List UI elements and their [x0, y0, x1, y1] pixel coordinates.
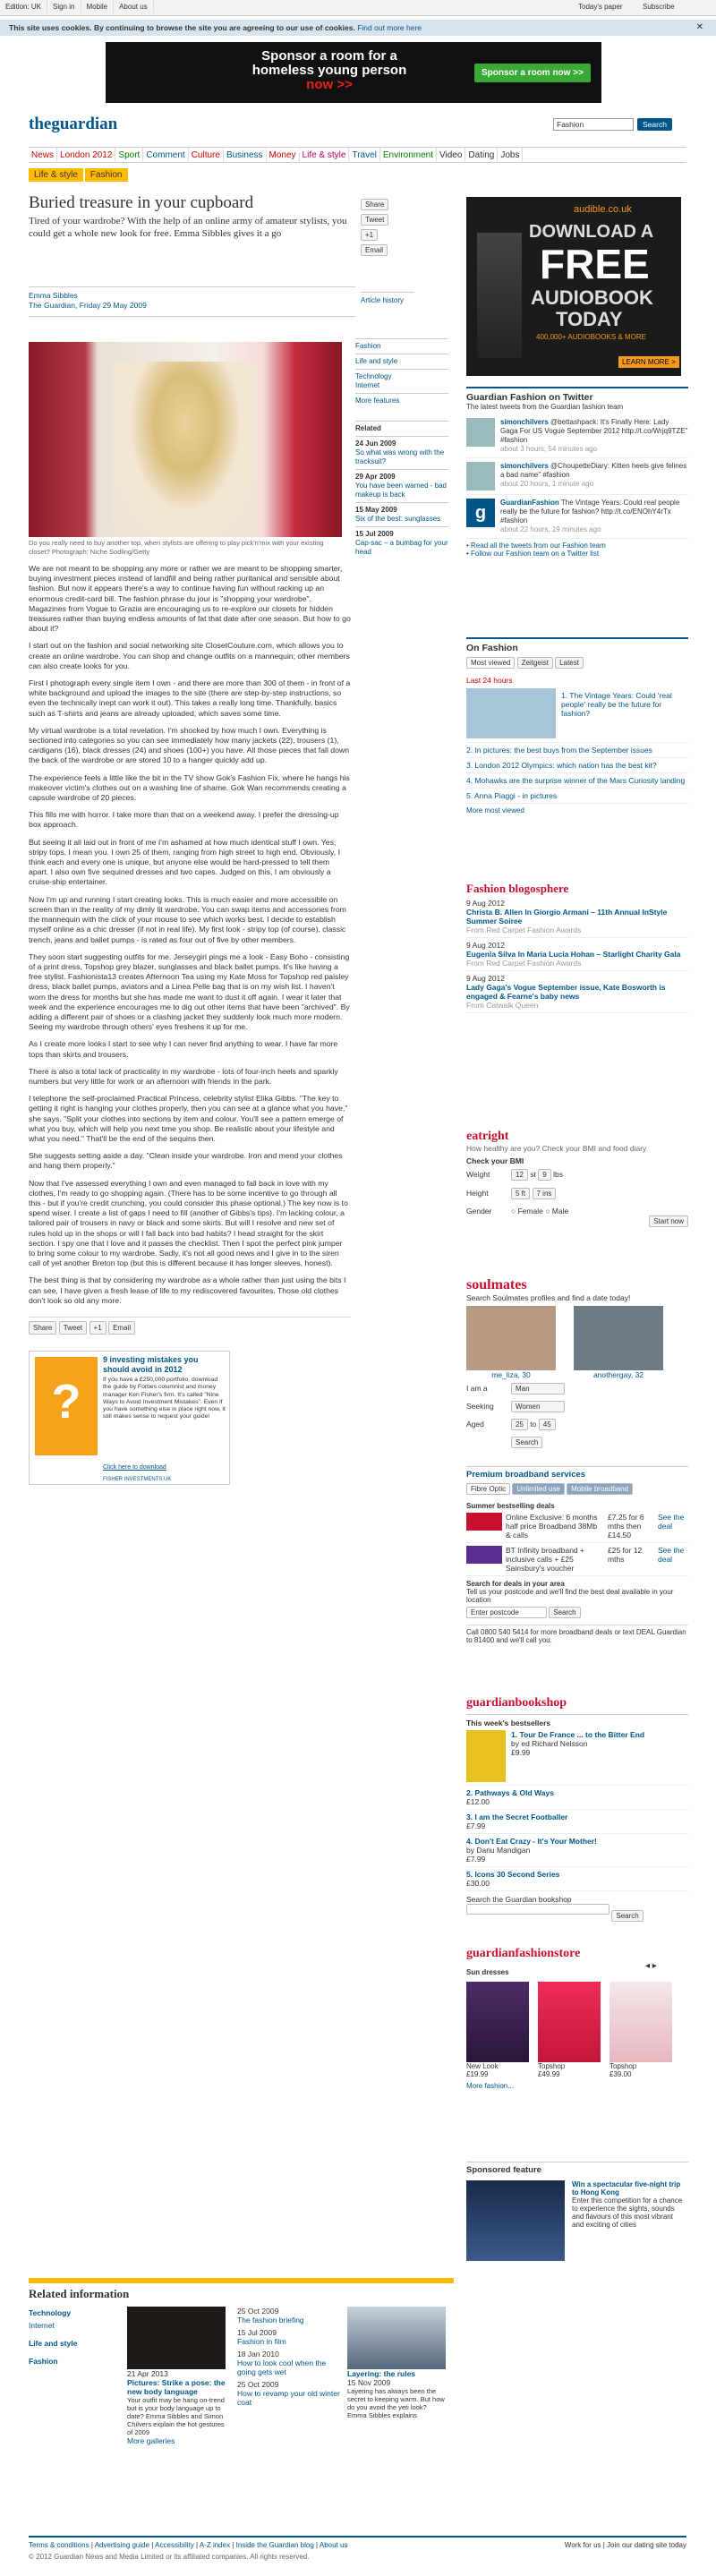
sponsored-title[interactable]: Win a spectacular five-night trip to Hong Kong: [572, 2180, 681, 2196]
avatar: [466, 418, 495, 447]
tab-most-viewed[interactable]: Most viewed: [466, 657, 515, 669]
dress-image[interactable]: [538, 1982, 601, 2062]
tweet-text: @bettashpack: It's Finally Here: Lady Gaga For US Vogue September 2012 http://t.co/Wrjq9TZE" #fashion: [500, 418, 688, 444]
cookie-text: This site uses cookies. By continuing to browse the site you are agreeing to our use of cookies.: [9, 23, 355, 32]
image-caption: Do you really need to buy another top, when stylists are offering to play pick'n'mix with your existing closet? Photograph: Niche Sodling/Getty: [29, 539, 324, 556]
more-galleries-link[interactable]: More galleries: [127, 2436, 175, 2445]
headphones-image: [477, 233, 522, 358]
iam-select[interactable]: Man: [511, 1383, 565, 1395]
st-label: st: [530, 1170, 536, 1179]
gallery-title[interactable]: Pictures: Strike a pose: the new body language: [127, 2378, 226, 2396]
postcode-input[interactable]: Enter postcode: [466, 1607, 547, 1618]
tab-zeitgeist[interactable]: Zeitgeist: [517, 657, 553, 669]
deal-name: Online Exclusive: 6 months half price Broadband 38Mb & calls: [506, 1513, 598, 1540]
tweet-author[interactable]: GuardianFashion: [500, 499, 559, 507]
paragraph: She suggests setting aside a day. "Clean inside your wardrobe. Iron and mend your clothes and hang them properly.": [29, 1151, 343, 1171]
related-date: 25 Oct 2009: [237, 2380, 279, 2389]
eatright-tag: How healthy are you? Check your BMI and food diary: [466, 1144, 647, 1153]
most-viewed-item[interactable]: 2. In pictures: the best buys from the September issues: [466, 746, 652, 755]
blog-date: 9 Aug 2012: [466, 974, 506, 983]
plus-one-button-bottom[interactable]: +1: [90, 1321, 107, 1335]
banner-line3: now >>: [306, 77, 353, 92]
bestselling-label: Summer bestselling deals: [466, 1502, 555, 1510]
read-tweets-link[interactable]: Read all the tweets from our Fashion team: [471, 542, 606, 550]
page-title: Buried treasure in your cupboard: [29, 193, 254, 212]
radio-male[interactable]: ○: [545, 1207, 550, 1215]
profile-name[interactable]: anothergay, 32: [592, 1370, 644, 1379]
invest-title: 9 investing mistakes you should avoid in 2012: [103, 1355, 199, 1375]
broadband-call: Call 0800 540 5414 for more broadband deals or text DEAL Guardian to 81400 and we'll call you.: [466, 1625, 688, 1644]
broadband-box: [466, 1466, 688, 1644]
nav-culture[interactable]: Culture: [189, 148, 224, 163]
paragraph: My virtual wardrobe is a total revelation. I'm shocked by how much I own. Everything is sectioned into categories so you can see immediately how many jackets (22), trousers (1), cardigans (16), black dresses (24) and shoes (100+) you have. All those pieces that fall down the back of the wardrobe or are stored 10 to a hanger quickly add up.: [29, 725, 350, 765]
layering-title[interactable]: Layering: the rules: [347, 2369, 416, 2378]
height-in-select[interactable]: 7 ins: [533, 1188, 557, 1199]
related-date: 25 Oct 2009: [237, 2307, 279, 2316]
bestsellers-heading: This week's bestsellers: [466, 1714, 688, 1727]
tweet-time: about 22 hours, 19 minutes ago: [500, 525, 601, 533]
tweet-button[interactable]: Tweet: [361, 214, 388, 226]
top-banner-ad[interactable]: [106, 42, 601, 103]
banner-cta-button[interactable]: Sponsor a room now >>: [474, 64, 591, 82]
ad-learn-more[interactable]: LEARN MORE >: [618, 356, 679, 368]
layering-image[interactable]: [347, 2307, 446, 2369]
more-features-link[interactable]: More features: [355, 397, 400, 405]
twitter-box: Guardian Fashion on Twitter The latest tweets from the Guardian fashion team simonchilvers @bettashpack: It's Finally Here: Lady Gaga For US Vogue September 2012 http://t.co/Wrjq9TZE" #fashion about 3 hours, 54 minutes ago simonchilvers @ChoupetteDiary: Kitten heels give felines a bad name" #fashion about 20 hours, 1 minute ago g GuardianFashion The Vintage Years: Could real people really be the future for fashion? http://t.co/ENOhY4rTx #fashion about 22 hours, 19 minutes ago • Read all the tweets from our Fashion team • Follow our Fashion team on a Twitter list: [466, 387, 688, 558]
on-fashion-box: [466, 637, 688, 815]
author-link[interactable]: Emma Sibbles: [29, 291, 78, 300]
tab-mobile[interactable]: Mobile broadband: [567, 1483, 633, 1495]
share-button[interactable]: Share: [361, 199, 388, 210]
blog-source: From Red Carpet Fashion Awards: [466, 959, 582, 968]
bookshop-search-button[interactable]: Search: [611, 1910, 643, 1922]
seeking-label: Seeking: [466, 1402, 494, 1411]
nav-money[interactable]: Money: [267, 148, 300, 163]
paragraph: But seeing it all laid out in front of me I'm ashamed at how much identical stuff I own. Yes, stripy tops, I mean you. I own 25 of them, ranging from high street to high end. Obviously, I think each and every one is unique, but anyone else would be hard-pressed to tell them apart. I also own five sequined dresses and two capes. Judged on this, I am obviously a cruise-ship entertainer.: [29, 837, 340, 887]
paragraph: Now that I've assessed everything I own and even managed to fall back in love with my clothes, I'm ready to go shopping again. (There has to be some incentive to go through all this - but if you're credit crunching, you could consider this phase optional.) The key now is to spend wiser. I create a list of gaps I need to fill (another of Gibbs's tips). I'm lacking colour, a tailored pair of trousers in navy or black and some skirts. But will I resolve and new set of rules hold up in the shops or will I fall back into bad habits? I head straight for the skirt section. I spy one that I love and it passes the checklist. Then I spot the perfect pink jumper to bring some colour to my wardrobe. Sadly, it's not all good news and I give in to the siren call of yet another Breton top (but this is different because it has longer sleeves, honest).: [29, 1178, 348, 1268]
fashionstore-logo: guardianfashionstore: [466, 1947, 581, 1960]
paragraph: As I create more looks I start to see why I can never find anything to wear. I have far more tops than skirts and trousers.: [29, 1039, 338, 1059]
investing-ad[interactable]: [29, 1351, 230, 1485]
tag-technology[interactable]: Technology: [355, 372, 392, 380]
height-label: Height: [466, 1189, 489, 1198]
sponsored-text: Enter this competition for a chance to experience the sights, sounds and flavours of this most vibrant and exciting of cities: [572, 2196, 683, 2229]
bookshop-box: [466, 1696, 688, 1925]
book-price: £12.00: [466, 1797, 490, 1806]
deal-price: £25 for 12 mths: [608, 1546, 643, 1564]
breadcrumb: [29, 168, 130, 182]
related-link[interactable]: So what was wrong with the tracksuit?: [355, 448, 445, 465]
guardian-logo[interactable]: theguardian: [29, 115, 118, 133]
bookshop-search-input[interactable]: [466, 1904, 609, 1915]
related-link[interactable]: Fashion in film: [237, 2337, 286, 2346]
share-button-bottom[interactable]: Share: [29, 1321, 56, 1335]
female-label: Female: [517, 1207, 543, 1215]
radio-female[interactable]: ○: [511, 1207, 516, 1215]
tag-life-and-style[interactable]: Life and style: [29, 2339, 78, 2348]
related-date: 15 Jul 2009: [237, 2328, 277, 2337]
store-name: Topshop: [609, 2062, 637, 2070]
deal-link[interactable]: See the deal: [658, 1513, 685, 1531]
footer-link[interactable]: About us: [319, 2541, 348, 2549]
crumb-fashion[interactable]: Fashion: [85, 168, 128, 182]
paragraph: There is also a total lack of practicality in my wardrobe - lots of four-inch heels and sparkly numbers but very little for work or an afternoon with friends in the park.: [29, 1066, 338, 1086]
article-history-link[interactable]: Article history: [361, 296, 405, 304]
store-price: £39.00: [609, 2070, 632, 2078]
plus-one-button[interactable]: +1: [361, 229, 378, 241]
search-input[interactable]: Fashion: [553, 118, 634, 131]
tab-unlimited[interactable]: Unlimited use: [512, 1483, 564, 1495]
footer-link[interactable]: Accessibility: [155, 2541, 194, 2549]
tweet-time: about 3 hours, 54 minutes ago: [500, 445, 598, 453]
publication-link[interactable]: The Guardian, Friday 29 May 2009: [29, 301, 147, 310]
carousel-arrows-icon[interactable]: ◂ ▸: [645, 1961, 657, 1971]
photo-figure: [114, 362, 257, 537]
to-label: to: [530, 1420, 537, 1429]
age-from-select[interactable]: 25: [511, 1419, 528, 1430]
weight-label: Weight: [466, 1170, 490, 1179]
guardian-g-icon: g: [466, 499, 495, 527]
ad-line3: AUDIOBOOK: [531, 286, 653, 309]
crumb-life-style[interactable]: Life & style: [29, 168, 83, 182]
footer: Terms & conditions | Advertising guide | Accessibility | A-Z index | Inside the Guardian blog | About us Work for us | Join our dating site today © 2012 Guardian News and Media Limited or its affiliated companies. All rights reserved.: [29, 2536, 686, 2561]
email-button-bottom[interactable]: Email: [108, 1321, 135, 1335]
book-price: £30.00: [466, 1879, 490, 1888]
follow-list-link[interactable]: Follow our Fashion team on a Twitter list: [471, 550, 600, 558]
broadband-heading: Premium broadband services: [466, 1466, 688, 1480]
close-icon[interactable]: ✕: [695, 22, 703, 32]
top-bar: [0, 0, 716, 16]
soulmates-tag: Search Soulmates profiles and find a date today!: [466, 1293, 631, 1302]
book-price: £7.99: [466, 1821, 486, 1830]
book-cover[interactable]: [466, 1730, 506, 1782]
paragraph: The experience feels a little like the bit in the TV show Gok's Fashion Fix, where he hangs his makeover victim's clothes out on a washing line of shame. Gok Wan recommends creating a capsule wardrobe of 20 pieces.: [29, 772, 350, 803]
deal-search-title: Search for deals in your area: [466, 1580, 565, 1588]
tag-life-and-style[interactable]: Life and style: [355, 357, 398, 365]
blog-source: From Catwalk Queen: [466, 1001, 539, 1010]
related-date: 15 May 2009: [355, 506, 397, 514]
tweet-time: about 20 hours, 1 minute ago: [500, 480, 594, 488]
blogosphere-heading: Fashion blogosphere: [466, 882, 569, 895]
lbs-label: lbs: [553, 1170, 563, 1179]
related-link[interactable]: How to look cool when the going gets wet: [237, 2358, 327, 2376]
most-viewed-item[interactable]: 3. London 2012 Olympics: which nation has the best kit?: [466, 761, 657, 770]
last-24-hours: Last 24 hours: [466, 676, 513, 685]
invest-brand: FISHER INVESTMENTS UK: [103, 1477, 172, 1483]
more-fashion-link[interactable]: More fashion...: [466, 2082, 514, 2090]
layering-date: 15 Nov 2009: [347, 2378, 391, 2387]
footer-link[interactable]: Advertising guide: [94, 2541, 150, 2549]
dress-image[interactable]: [609, 1982, 672, 2062]
banner-line1: Sponsor a room for a: [261, 48, 397, 64]
copyright: © 2012 Guardian News and Media Limited or its affiliated companies. All rights reserved.: [29, 2553, 310, 2561]
related-date: 15 Jul 2009: [355, 530, 394, 538]
weight-st-select[interactable]: 12: [511, 1169, 528, 1181]
tweet-text: The Vintage Years: Could real people really be the future for fashion? http://t.co/ENOhY4rTx #fashion: [500, 499, 680, 525]
dress-image[interactable]: [466, 1982, 529, 2062]
on-fashion-heading: On Fashion: [466, 637, 688, 653]
audible-ad[interactable]: [466, 197, 681, 376]
twitter-sub: The latest tweets from the Guardian fashion team: [466, 403, 624, 411]
nav-news[interactable]: News: [29, 148, 57, 163]
related-heading: Related: [355, 421, 448, 436]
hong-kong-image[interactable]: [466, 2180, 565, 2261]
book-price: £9.99: [511, 1748, 531, 1757]
blogosphere-box: [466, 882, 688, 1013]
blog-title[interactable]: Eugenia Silva In Maria Lucia Hohan – Starlight Charity Gala: [466, 950, 681, 959]
height-ft-select[interactable]: 5 ft: [511, 1188, 530, 1199]
ad-line5: 400,000+ AUDIOBOOKS & MORE: [536, 333, 646, 341]
paragraph: This fills me with horror. I take more than that on a weekend away. I prefer the dressing-up box approach.: [29, 810, 339, 830]
bookshop-logo: guardianbookshop: [466, 1696, 567, 1710]
deal-search-desc: Tell us your postcode and we'll find the best deal available in your location: [466, 1588, 674, 1604]
footer-link[interactable]: Inside the Guardian blog: [235, 2541, 314, 2549]
blog-date: 9 Aug 2012: [466, 941, 506, 950]
nav-dating[interactable]: Dating: [465, 148, 498, 163]
seeking-select[interactable]: Women: [511, 1401, 565, 1412]
nav-travel[interactable]: Travel: [349, 148, 379, 163]
tag-fashion[interactable]: Fashion: [355, 342, 381, 350]
ad-line4: TODAY: [556, 308, 623, 330]
blog-source: From Red Carpet Fashion Awards: [466, 925, 582, 934]
tag-internet[interactable]: Internet: [355, 381, 380, 389]
signin-link[interactable]: Sign in: [47, 0, 81, 13]
standfirst: Tired of your wardrobe? With the help of an online army of amateur stylists, you could get a whole new look for free. Emma Sibbles gives it a go: [29, 216, 347, 239]
fashionstore-box: [466, 1947, 688, 2090]
blog-date: 9 Aug 2012: [466, 899, 506, 908]
book-title[interactable]: 4. Don't Eat Crazy - It's Your Mother!: [466, 1837, 597, 1846]
sun-dresses-heading: Sun dresses: [466, 1968, 509, 1976]
more-most-viewed-link[interactable]: More most viewed: [466, 806, 524, 815]
gender-label: Gender: [466, 1207, 492, 1215]
deal-name: BT Infinity broadband + inclusive calls + £25 Sainsbury's voucher: [506, 1546, 584, 1573]
related-link[interactable]: Cap-sac – a bumbag for your head: [355, 539, 448, 556]
aged-label: Aged: [466, 1420, 484, 1429]
paragraph: I telephone the self-proclaimed Practical Princess, celebrity stylist Elika Gibbs. "The key to getting it right is hanging your clothes properly, then you can see at a glance what you have," she says. "Split your clothes into sections by item and colour. You'll see a pattern emerge of what you buy, which will help you next time you shop. Be realistic about your lifestyle and what you need." That'll be the end of the sequins then.: [29, 1094, 348, 1143]
main-nav: [29, 147, 686, 163]
tweet: [466, 414, 688, 458]
paragraph: First I photograph every single item I own - and there are more than 300 of them - in front of a white background and upload the images to the site (there are step-by-step instructions, so even the technically inept can work it out). This takes a really long time. Thankfully, basics such as T-shirts and jeans are already uploaded, which saves some time.: [29, 678, 351, 718]
blog-title[interactable]: Lady Gaga's Vogue September issue, Kate Bosworth is engaged & Fearne's baby news: [466, 983, 666, 1001]
bt-logo: [466, 1546, 502, 1564]
most-viewed-item[interactable]: 1. The Vintage Years: Could 'real people' really be the future for fashion?: [561, 691, 672, 718]
paragraph: They soon start suggesting outfits for me. Jerseygirl pings me a look - Easy Boho - consisting of a print dress, Topshop grey blazer, sunglasses and black ballet pumps. It's like having a free stylist. Fashionista13 creates Afternoon Tea using my Kate Moss for Topshop red paisley dress, black ballet pumps, aviators and a Linea Pelle bag that is on my wish list. I haven't worn the dress for months but she has made me want to dust it off again. I wear it later that week and the experience encourages me to dig out other items that have been "archived". By adding a different pair of shoes or a clashing jacket they suddenly look much more modern. Seeing my wardrobe through others' eyes freshens it up for me.: [29, 951, 350, 1032]
nav-life-style[interactable]: Life & style: [300, 148, 350, 163]
book-price: £7.99: [466, 1855, 486, 1864]
soulmates-box: [466, 1277, 688, 1452]
ad-line2: FREE: [540, 241, 650, 287]
tweet: [466, 458, 688, 495]
cookie-link[interactable]: Find out more here: [357, 23, 422, 32]
tweet-text: @ChoupetteDiary: Kitten heels give felines a bad name" #fashion: [500, 462, 687, 479]
article-body: [29, 564, 351, 1485]
iam-label: I am a: [466, 1384, 488, 1393]
bmi-heading: Check your BMI: [466, 1156, 524, 1165]
paragraph: We are not meant to be shopping any more or rather we are meant to be shopping smarter, buying investment pieces instead of landfill and being rather puritanical and sensible about fashion. But now it appears there's a way to continue having fun without racking up an enormous credit-card bill. The fashion phrase du jour is "shopping your wardrobe". Magazines from Vogue to Grazia are encouraging us to re-explore our closets for hidden treasures rather than buying endless amounts of fat that date after one season. But how to go about it?: [29, 564, 351, 634]
search-button[interactable]: Search: [637, 118, 672, 131]
bookshop-search-label: Search the Guardian bookshop: [466, 1895, 572, 1904]
invest-cta[interactable]: Click here to download: [103, 1464, 166, 1471]
age-to-select[interactable]: 45: [539, 1419, 556, 1430]
question-mark-icon: ?: [35, 1357, 98, 1455]
layering-text: Layering has always been the secret to keeping warm. But how do you avoid the yeti look? Emma Sibbles explains: [347, 2387, 445, 2419]
tag-internet[interactable]: Internet: [29, 2321, 55, 2330]
related-link[interactable]: The fashion briefing: [237, 2316, 304, 2324]
related-info-heading: Related information: [29, 2278, 454, 2301]
tweet-author[interactable]: simonchilvers: [500, 418, 549, 426]
tweet-author[interactable]: simonchilvers: [500, 462, 549, 470]
related-link[interactable]: How to revamp your old winter coat: [237, 2389, 340, 2407]
about-link[interactable]: About us: [114, 0, 154, 13]
tab-fibre[interactable]: Fibre Optic: [466, 1483, 510, 1495]
tweet-button-bottom[interactable]: Tweet: [59, 1321, 87, 1335]
paragraph: The best thing is that by considering my wardrobe as a whole rather than just using the bits I can see, I have given a fresh lease of life to my rediscovered favourites. Those old clothes don't look so old any more.: [29, 1275, 346, 1305]
related-column: [355, 338, 448, 559]
gallery-text: Your outfit may be hang on-trend but is your body language up to date? Emma Sibbles and Simon Chilvers explain the hot gestures of 2009: [127, 2396, 225, 2436]
tweet: [466, 495, 688, 539]
related-date: 24 Jun 2009: [355, 439, 396, 448]
paragraph: Now I'm up and running I start creating looks. This is much easier and more accessible on screen than in the reality of my dimly lit wardrobe. You can swap items and accessories from the mannequin with the click of your mouse to see which works best. I decide to establish myself online as a chic dresser (if not in real life). My first look - stripy top (of course), classic trench, jeans and ballet pumps - is rated as four out of five by other members.: [29, 894, 346, 944]
soulmates-logo: soulmates: [466, 1277, 527, 1292]
nav-sport[interactable]: Sport: [115, 148, 143, 163]
start-now-button[interactable]: Start now: [649, 1215, 688, 1227]
nav-jobs[interactable]: Jobs: [498, 148, 523, 163]
book-author: by Danu Mandigan: [466, 1846, 531, 1855]
audible-brand: audible.co.uk: [574, 204, 632, 215]
eatright-box: [466, 1130, 688, 1231]
twitter-heading: Guardian Fashion on Twitter: [466, 387, 688, 403]
related-link[interactable]: Six of the best: sunglasses: [355, 515, 441, 523]
postcode-search-button[interactable]: Search: [549, 1607, 580, 1618]
blog-title[interactable]: Christa B. Allen In Giorgio Armani – 11th Annual InStyle Summer Soiree: [466, 908, 668, 925]
footer-right-links[interactable]: Work for us | Join our dating site today: [564, 2541, 686, 2549]
related-information: [29, 2278, 454, 2445]
most-viewed-thumbnail: [466, 688, 556, 738]
subscribe-link[interactable]: Subscribe: [643, 3, 675, 11]
footer-link[interactable]: Terms & conditions: [29, 2541, 90, 2549]
gallery-image[interactable]: [127, 2307, 226, 2369]
email-button[interactable]: Email: [361, 244, 388, 256]
profile-photo[interactable]: [574, 1306, 663, 1370]
ad-line1: DOWNLOAD A: [529, 222, 654, 242]
virgin-logo: [466, 1513, 502, 1531]
invest-body: If you have a £250,000 portfolio, download the guide by Forbes columnist and money manager Ken Fisher's firm. It's called "Nine Ways to Avoid Investment Mistakes". Even if you have something else in place right now, it still makes sense to request your guide!: [103, 1377, 226, 1420]
main-article-image: [29, 342, 342, 537]
banner-line2: homeless young person: [251, 63, 407, 78]
most-viewed-item[interactable]: 4. Mohawks are the surprise winner of the Mars Curiosity landing: [466, 776, 686, 785]
nav-london-2012[interactable]: London 2012: [57, 148, 115, 163]
weight-lbs-select[interactable]: 9: [538, 1169, 550, 1181]
book-title[interactable]: 5. Icons 30 Second Series: [466, 1870, 560, 1879]
tag-technology[interactable]: Technology: [29, 2308, 72, 2317]
gallery-date: 21 Apr 2013: [127, 2369, 168, 2378]
cookie-notice: [0, 20, 716, 36]
related-date: 29 Apr 2009: [355, 473, 396, 481]
todays-paper-link[interactable]: Today's paper: [578, 3, 623, 11]
footer-link[interactable]: A-Z index: [199, 2541, 231, 2549]
book-title[interactable]: 2. Pathways & Old Ways: [466, 1788, 554, 1797]
nav-comment[interactable]: Comment: [143, 148, 188, 163]
sponsored-heading: Sponsored feature: [466, 2162, 688, 2175]
paragraph: I start out on the fashion and social networking site ClosetCouture.com, which allows you to create an online wardrobe. You can shop and change outfits on a mannequin; other members can also create looks for you.: [29, 641, 350, 670]
nav-video[interactable]: Video: [437, 148, 465, 163]
profile-photo[interactable]: [466, 1306, 556, 1370]
eatright-logo: eatright: [466, 1130, 509, 1143]
book-author: by ed Richard Nelsson: [511, 1739, 588, 1748]
profile-name[interactable]: me_liza, 30: [491, 1370, 531, 1379]
book-title[interactable]: 3. I am the Secret Footballer: [466, 1813, 568, 1821]
soulmates-search-button[interactable]: Search: [511, 1437, 542, 1448]
store-price: £19.99: [466, 2070, 489, 2078]
avatar: [466, 462, 495, 490]
edition-selector[interactable]: Edition: UK: [0, 0, 47, 13]
book-title[interactable]: 1. Tour De France ... to the Bitter End: [511, 1730, 645, 1739]
tab-latest[interactable]: Latest: [555, 657, 584, 669]
deal-price: £7.25 for 6 mths then £14.50: [608, 1513, 644, 1540]
share-column: [361, 199, 414, 304]
store-name: New Look: [466, 2062, 499, 2070]
mobile-link[interactable]: Mobile: [81, 0, 115, 13]
related-link[interactable]: You have been warned - bad makeup is back: [355, 482, 448, 499]
tag-fashion[interactable]: Fashion: [29, 2357, 58, 2366]
nav-environment[interactable]: Environment: [380, 148, 437, 163]
nav-business[interactable]: Business: [224, 148, 267, 163]
byline: [29, 286, 355, 317]
related-date: 18 Jan 2010: [237, 2350, 279, 2358]
store-price: £49.99: [538, 2070, 560, 2078]
male-label: Male: [551, 1207, 569, 1215]
store-name: Topshop: [538, 2062, 566, 2070]
most-viewed-item[interactable]: 5. Anna Piaggi - in pictures: [466, 791, 558, 800]
sponsored-box: [466, 2162, 688, 2261]
deal-link[interactable]: See the deal: [658, 1546, 685, 1564]
